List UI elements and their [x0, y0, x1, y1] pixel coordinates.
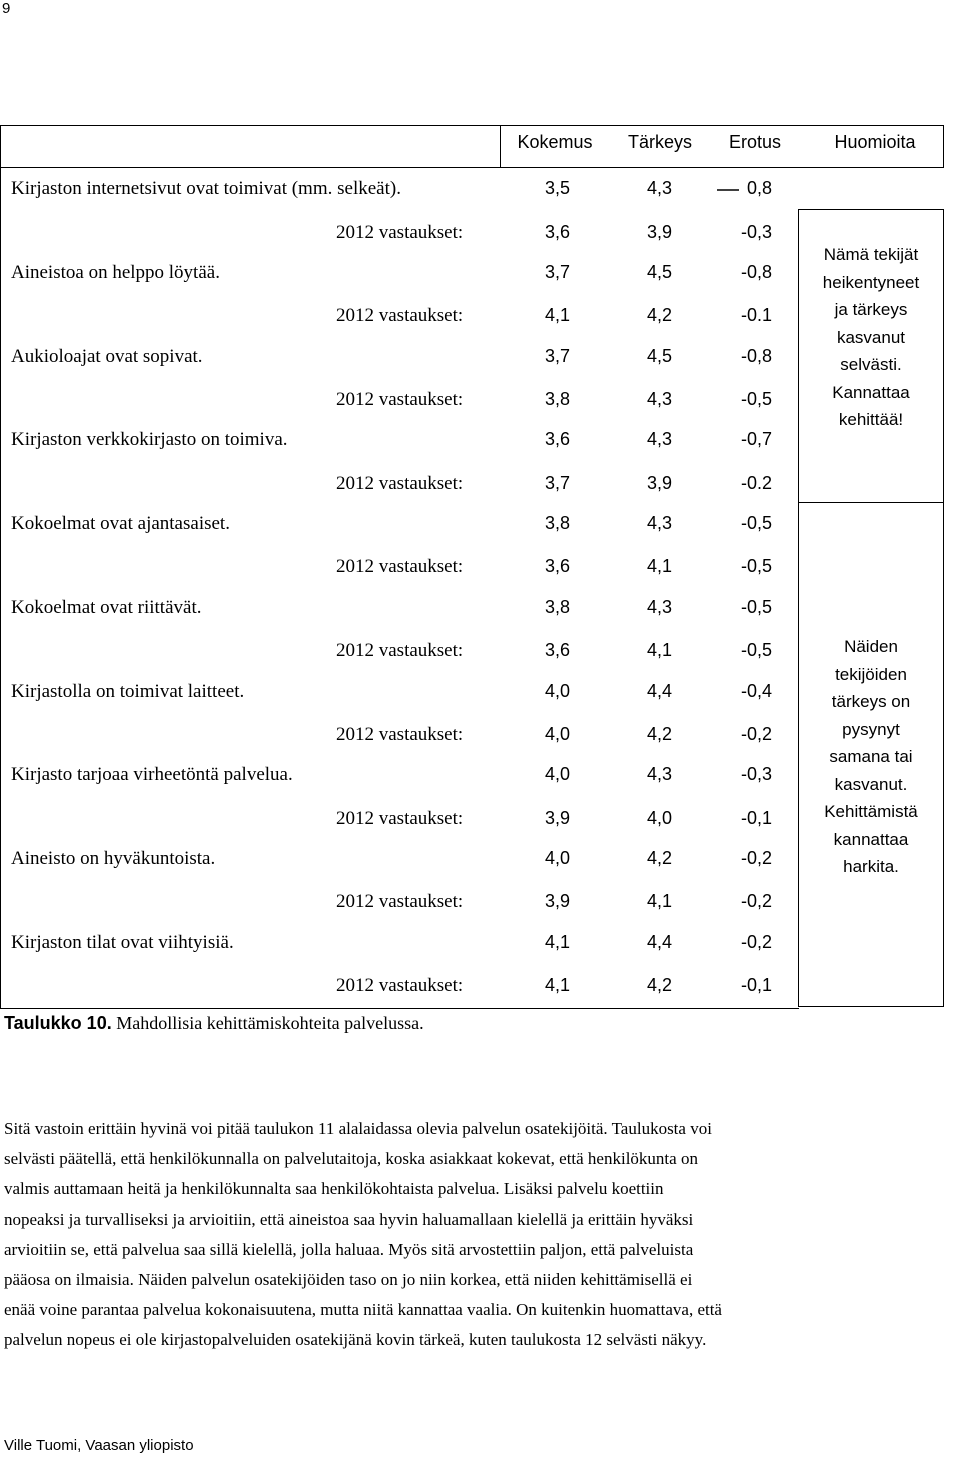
row-label: Aineistoa on helppo löytää. [11, 262, 220, 283]
note-line: samana tai [829, 747, 913, 766]
row-erotus: -0,2 [740, 932, 772, 952]
note-line: ja tärkeys [834, 300, 908, 319]
row-erotus: -0,8 [740, 346, 772, 366]
sub-erotus: -0,2 [740, 724, 772, 744]
row-tarkeys: 4,4 [646, 932, 672, 952]
note-line: Nämä tekijät [823, 245, 919, 264]
note-line: tärkeys on [831, 692, 911, 711]
row-erotus: -0,4 [740, 681, 772, 701]
sub-kokemus: 4,0 [544, 724, 570, 744]
row-tarkeys: 4,3 [646, 597, 672, 617]
note-weakened [803, 241, 939, 434]
note-line: selvästi. [840, 355, 902, 374]
note-stable [803, 633, 939, 881]
row-kokemus: 4,0 [544, 764, 570, 784]
row-label: Kokoelmat ovat ajantasaiset. [11, 513, 230, 534]
table-caption [4, 1013, 424, 1034]
note-line: Kehittämistä [824, 802, 918, 821]
sub-erotus: -0.2 [740, 473, 772, 493]
sub-label: 2012 vastaukset: [336, 724, 464, 745]
sub-erotus: -0,5 [740, 556, 772, 576]
caption-text: Mahdollisia kehittämiskohteita palvelussa. [116, 1013, 424, 1033]
row-kokemus: 3,7 [544, 346, 570, 366]
note-line: pysynyt [842, 719, 900, 739]
dash-mark [717, 188, 739, 192]
sub-erotus: -0,5 [740, 640, 772, 660]
note-line: harkita. [843, 857, 899, 876]
sub-tarkeys: 4,1 [646, 640, 672, 660]
sub-erotus: -0,1 [740, 975, 772, 995]
sub-erotus: -0,5 [740, 389, 772, 409]
header-tarkeys: Tärkeys [627, 132, 692, 152]
row-label: Aineisto on hyväkuntoista. [11, 848, 216, 869]
row-erotus: -0,5 [740, 513, 772, 533]
sub-tarkeys: 4,2 [646, 305, 672, 325]
sub-tarkeys: 4,3 [646, 389, 672, 409]
row-tarkeys: 4,3 [646, 764, 672, 784]
sub-label: 2012 vastaukset: [336, 556, 464, 577]
row-tarkeys: 4,5 [646, 262, 672, 282]
sub-label: 2012 vastaukset: [336, 473, 464, 494]
row-label: Kirjaston internetsivut ovat toimivat (mm. selkeät). [11, 178, 401, 199]
note-line: tekijöiden [835, 664, 907, 684]
sub-kokemus: 3,9 [544, 891, 570, 911]
sub-label: 2012 vastaukset: [336, 640, 464, 661]
row-tarkeys: 4,3 [646, 513, 672, 533]
header-erotus: Erotus [728, 132, 782, 152]
row-label: Kokoelmat ovat riittävät. [11, 597, 202, 618]
sub-kokemus: 4,1 [544, 975, 570, 995]
sub-tarkeys: 4,1 [646, 556, 672, 576]
sub-label: 2012 vastaukset: [336, 975, 464, 996]
row-erotus: -0,8 [740, 262, 772, 282]
paragraph-line: pääosa on ilmaisia. Näiden palvelun osatekijöiden taso on jo niin korkea, että niiden kehittämisellä ei [4, 1270, 693, 1290]
sub-label: 2012 vastaukset: [336, 222, 464, 243]
note-line: heikentyneet [822, 272, 920, 292]
sub-erotus: -0,3 [740, 222, 772, 242]
note-line: Kannattaa [832, 382, 910, 402]
paragraph-line: palvelun nopeus ei ole kirjastopalveluiden osatekijänä kovin tärkeä, kuten taulukosta 12 selvästi näkyy. [4, 1330, 707, 1350]
row-kokemus: 3,7 [544, 262, 570, 282]
sub-kokemus: 3,7 [544, 473, 570, 493]
sub-tarkeys: 3,9 [646, 473, 672, 493]
sub-tarkeys: 4,2 [646, 975, 672, 995]
sub-kokemus: 3,6 [544, 640, 570, 660]
row-kokemus: 4,0 [544, 681, 570, 701]
header-huomioita: Huomioita [834, 132, 916, 152]
sub-kokemus: 3,8 [544, 389, 570, 409]
sub-erotus: -0,1 [740, 808, 772, 828]
caption-label: Taulukko 10. [4, 1013, 112, 1033]
sub-label: 2012 vastaukset: [336, 808, 464, 829]
row-label: Kirjastolla on toimivat laitteet. [11, 681, 245, 702]
paragraph-line: arvioitiin se, että palvelua saa sillä kielellä, jolla haluaa. Myös sitä arvostettiin paljon, että palveluista [4, 1239, 694, 1259]
row-kokemus: 3,5 [544, 178, 570, 198]
row-label: Aukioloajat ovat sopivat. [11, 346, 203, 367]
sub-kokemus: 4,1 [544, 305, 570, 325]
sub-erotus: -0,2 [740, 891, 772, 911]
row-label: Kirjasto tarjoaa virheetöntä palvelua. [11, 764, 293, 785]
paragraph-line: selvästi päätellä, että henkilökunnalla on palvelutaitoja, koska asiakkaat kokevat, että henkilökunta on [4, 1149, 698, 1169]
sub-erotus: -0.1 [740, 305, 772, 325]
sub-kokemus: 3,9 [544, 808, 570, 828]
row-kokemus: 3,8 [544, 597, 570, 617]
sub-label: 2012 vastaukset: [336, 891, 464, 912]
paragraph-line: nopeaksi ja turvalliseksi ja arvioitiin, että aineistoa saa hyvin haluamallaan kielellä ja erittäin hyväksi [4, 1209, 694, 1229]
row-kokemus: 3,8 [544, 513, 570, 533]
table-header-row-box [0, 125, 501, 168]
paragraph-line: valmis auttamaan heitä ja henkilökunnalta saa henkilökohtaista palvelua. Lisäksi palvelu koettiin [4, 1179, 664, 1199]
note-line: kasvanut. [834, 774, 908, 794]
row-kokemus: 3,6 [544, 429, 570, 449]
row-erotus: -0,5 [740, 597, 772, 617]
row-tarkeys: 4,5 [646, 346, 672, 366]
row-label: Kirjaston tilat ovat viihtyisiä. [11, 932, 234, 953]
row-erotus: -0,7 [740, 429, 772, 449]
row-kokemus: 4,1 [544, 932, 570, 952]
row-tarkeys: 4,3 [646, 429, 672, 449]
row-erotus: -0,2 [740, 848, 772, 868]
row-kokemus: 4,0 [544, 848, 570, 868]
row-erotus: -0,3 [740, 764, 772, 784]
note-line: kannattaa [833, 829, 909, 849]
sub-tarkeys: 4,0 [646, 808, 672, 828]
sub-tarkeys: 4,1 [646, 891, 672, 911]
page-number: 9 [2, 0, 11, 17]
sub-kokemus: 3,6 [544, 222, 570, 242]
sub-kokemus: 3,6 [544, 556, 570, 576]
sub-label: 2012 vastaukset: [336, 305, 464, 326]
paragraph-line: enää voine parantaa palvelua kokonaisuutena, mutta niitä kannattaa vaalia. On kuitenkin huomattava, että [4, 1300, 722, 1320]
page-footer: Ville Tuomi, Vaasan yliopisto [4, 1437, 194, 1454]
row-tarkeys: 4,4 [646, 681, 672, 701]
note-line: Näiden [844, 637, 898, 656]
body-paragraph [4, 1114, 954, 1356]
sub-tarkeys: 3,9 [646, 222, 672, 242]
row-erotus: 0,8 [746, 178, 772, 198]
table-body-box [0, 167, 799, 1009]
sub-tarkeys: 4,2 [646, 724, 672, 744]
paragraph-line: Sitä vastoin erittäin hyvinä voi pitää taulukon 11 alalaidassa olevia palvelun osatekijöitä. Taulukosta voi [4, 1119, 712, 1138]
row-tarkeys: 4,2 [646, 848, 672, 868]
note-line: kasvanut [836, 327, 906, 347]
row-label: Kirjaston verkkokirjasto on toimiva. [11, 429, 288, 450]
header-kokemus: Kokemus [517, 132, 593, 152]
sub-label: 2012 vastaukset: [336, 389, 464, 410]
note-line: kehittää! [838, 410, 904, 429]
row-tarkeys: 4,3 [646, 178, 672, 198]
